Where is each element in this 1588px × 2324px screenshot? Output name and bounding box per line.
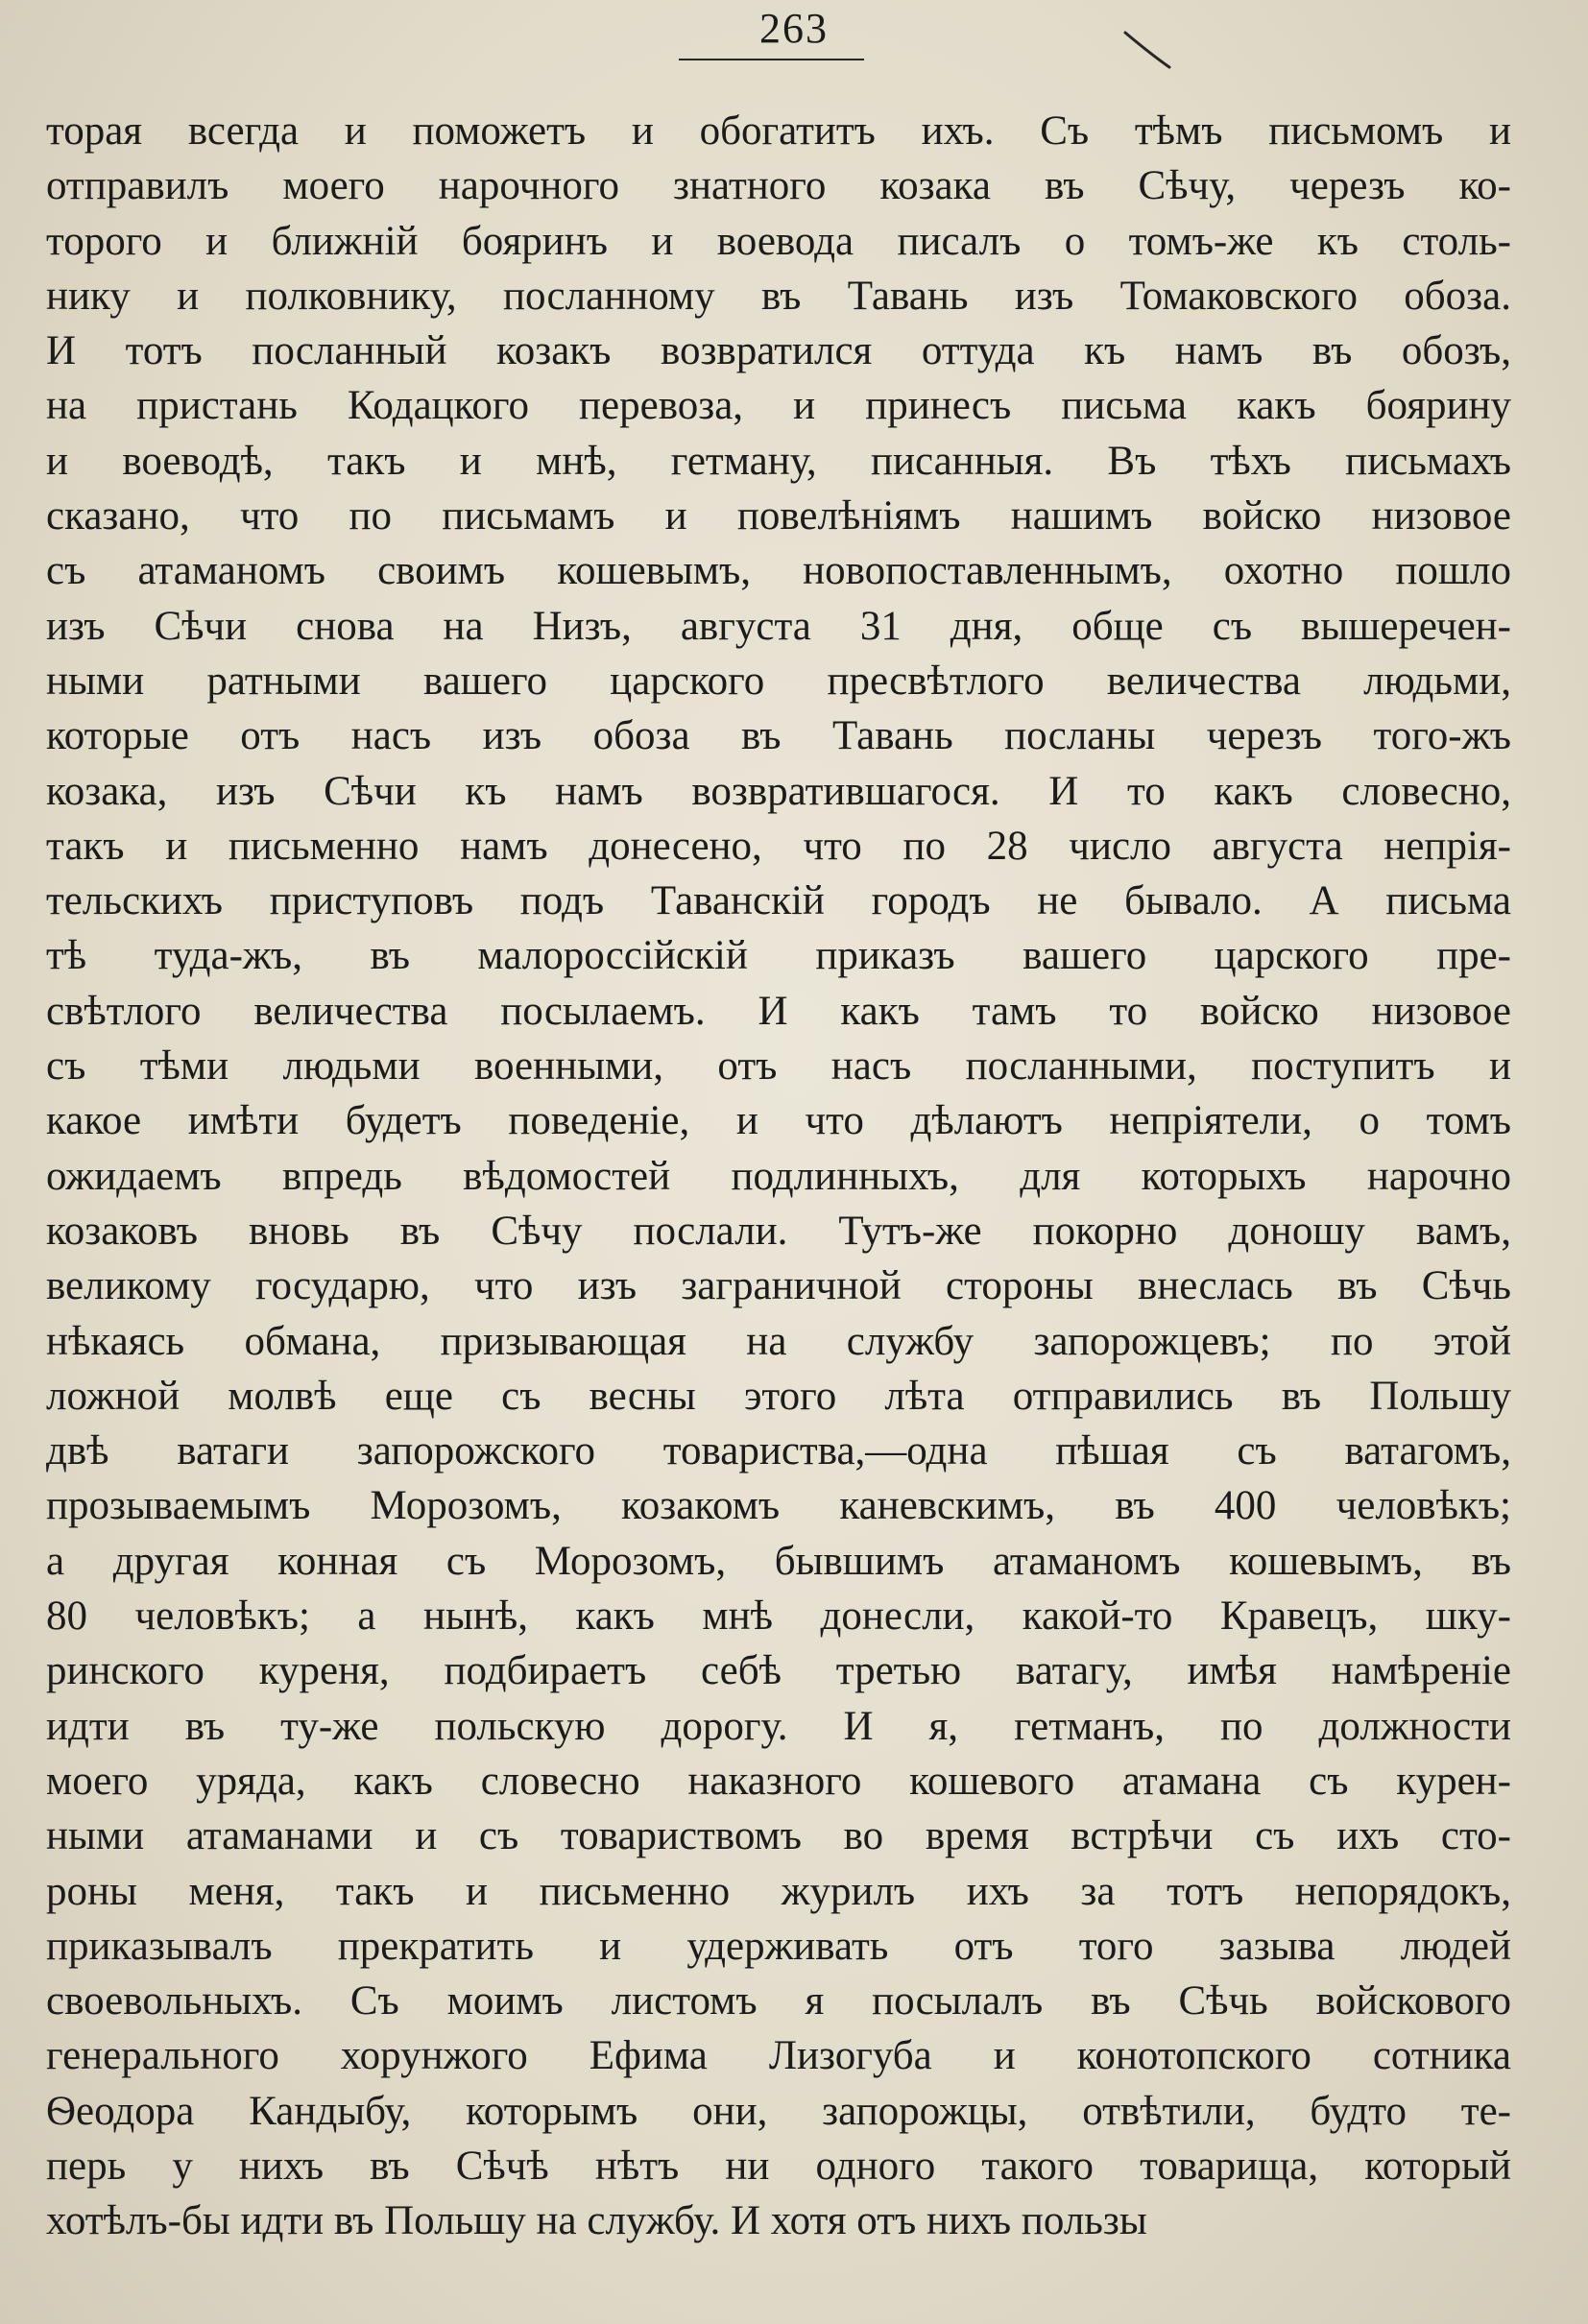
text-line: нику и полковнику, посланному въ Тавань изъ Томаковского обоза. (46, 273, 1511, 319)
text-line: роны меня, такъ и письменно журилъ ихъ за тотъ непорядокъ, (46, 1868, 1511, 1914)
text-line: нѣкаясь обмана, призывающая на службу запорожцевъ; по этой (46, 1318, 1511, 1364)
text-line: а другая конная съ Морозомъ, бывшимъ атаманомъ кошевымъ, въ (46, 1538, 1511, 1584)
text-line: изъ Сѣчи снова на Низъ, августа 31 дня, обще съ вышеречен- (46, 603, 1511, 649)
text-line: ложной молвѣ еще съ весны этого лѣта отправились въ Польшу (46, 1373, 1511, 1419)
text-line: своевольныхъ. Съ моимъ листомъ я посылалъ въ Сѣчь войскового (46, 1978, 1511, 2025)
text-line: сказано, что по письмамъ и повелѣніямъ нашимъ войско низовое (46, 493, 1511, 539)
text-line: и воеводѣ, такъ и мнѣ, гетману, писанныя. Въ тѣхъ письмахъ (46, 438, 1511, 484)
text-line: козаковъ вновь въ Сѣчу послали. Тутъ-же покорно доношу вамъ, (46, 1208, 1511, 1254)
text-line: 80 человѣкъ; а нынѣ, какъ мнѣ донесли, какой-то Кравецъ, шку- (46, 1593, 1511, 1640)
text-line: которые отъ насъ изъ обоза въ Тавань посланы черезъ того-жъ (46, 713, 1511, 759)
body-text (46, 104, 1511, 2249)
text-line: хотѣлъ-бы идти въ Польшу на службу. И хотя отъ нихъ пользы (46, 2198, 1147, 2244)
text-line: генерального хорунжого Ефима Лизогуба и конотопского сотника (46, 2033, 1511, 2079)
text-line: ными атаманами и съ товариствомъ во время встрѣчи съ ихъ сто- (46, 1813, 1511, 1859)
text-line: прозываемымъ Морозомъ, козакомъ каневскимъ, въ 400 человѣкъ; (46, 1483, 1511, 1529)
text-line: ными ратными вашего царского пресвѣтлого величества людьми, (46, 658, 1511, 704)
text-line: великому государю, что изъ заграничной стороны внеслась въ Сѣчь (46, 1263, 1511, 1309)
text-line: Ѳеодора Кандыбу, которымъ они, запорожцы, отвѣтили, будто те- (46, 2088, 1511, 2134)
text-line: такъ и письменно намъ донесено, что по 28 число августа непрія- (46, 823, 1511, 869)
text-line: торая всегда и поможетъ и обогатитъ ихъ. Съ тѣмъ письмомъ и (46, 108, 1511, 154)
text-line: идти въ ту-же польскую дорогу. И я, гетманъ, по должности (46, 1703, 1511, 1749)
text-line: ожидаемъ впредь вѣдомостей подлинныхъ, для которыхъ нарочно (46, 1153, 1511, 1199)
text-line: моего уряда, какъ словесно наказного кошевого атамана съ курен- (46, 1758, 1511, 1804)
text-line: козака, изъ Сѣчи къ намъ возвратившагося. И то какъ словесно, (46, 768, 1511, 814)
text-line: отправилъ моего нарочного знатного козака въ Сѣчу, черезъ ко- (46, 163, 1511, 209)
text-line: приказывалъ прекратить и удерживать отъ того зазыва людей (46, 1923, 1511, 1969)
header-rule (679, 59, 864, 60)
text-line: съ атаманомъ своимъ кошевымъ, новопоставленнымъ, охотно пошло (46, 548, 1511, 594)
text-line: какое имѣти будетъ поведеніе, и что дѣлаютъ непріятели, о томъ (46, 1098, 1511, 1144)
text-line: И тотъ посланный козакъ возвратился оттуда къ намъ въ обозъ, (46, 328, 1511, 374)
text-line: перь у нихъ въ Сѣчѣ нѣтъ ни одного такого товарища, который (46, 2143, 1511, 2189)
text-line: торого и ближній бояринъ и воевода писалъ о томъ-же къ столь- (46, 218, 1511, 264)
text-line: тельскихъ приступовъ подъ Таванскій городъ не бывало. А письма (46, 878, 1511, 924)
text-line: двѣ ватаги запорожского товариства,—одна пѣшая съ ватагомъ, (46, 1428, 1511, 1474)
text-line: на пристань Кодацкого перевоза, и принесъ письма какъ боярину (46, 383, 1511, 429)
pen-mark (1121, 29, 1175, 73)
page-number: 263 (759, 5, 829, 52)
text-line: ринского куреня, подбираетъ себѣ третью ватагу, имѣя намѣреніе (46, 1648, 1511, 1694)
text-line: съ тѣми людьми военными, отъ насъ посланными, поступитъ и (46, 1043, 1511, 1090)
text-line: свѣтлого величества посылаемъ. И какъ тамъ то войско низовое (46, 988, 1511, 1034)
text-line: тѣ туда-жъ, въ малороссійскій приказъ вашего царского пре- (46, 933, 1511, 979)
